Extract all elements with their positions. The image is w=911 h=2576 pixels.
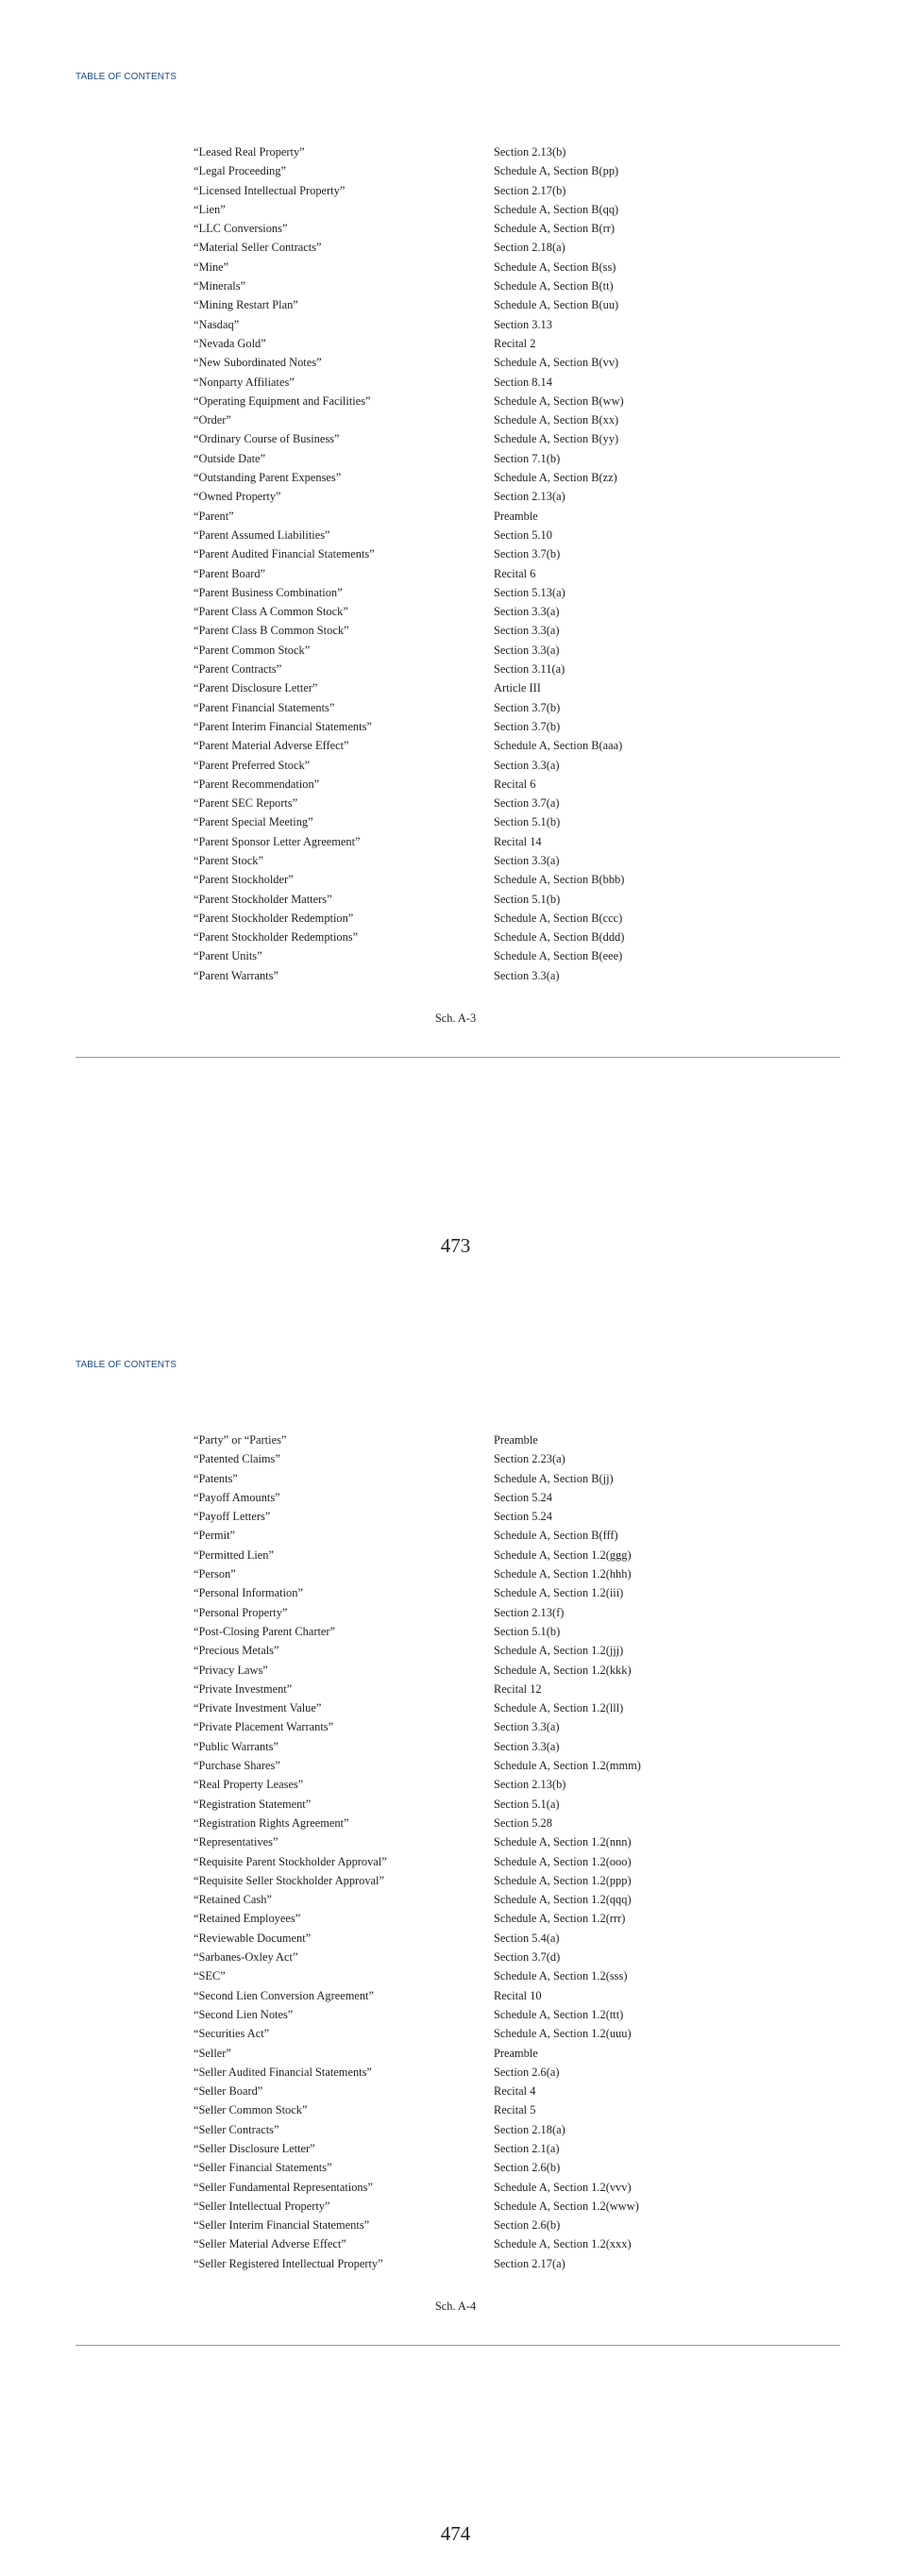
definition-row — [194, 1661, 722, 1680]
definition-row — [194, 812, 722, 831]
section-reference: Section 2.6(b) — [494, 2161, 561, 2175]
defined-term: “New Subordinated Notes” — [194, 356, 322, 370]
defined-term: “Seller Material Adverse Effect” — [194, 2237, 346, 2251]
defined-term: “Retained Employees” — [194, 1912, 301, 1926]
section-reference: Section 3.7(b) — [494, 719, 561, 733]
defined-term: “Retained Cash” — [194, 1893, 272, 1907]
section-reference: Section 8.14 — [494, 375, 552, 389]
defined-term: “Reviewable Document” — [194, 1931, 312, 1945]
definition-row — [194, 909, 722, 928]
defined-term: “Privacy Laws” — [194, 1663, 268, 1677]
definition-row — [194, 583, 722, 602]
section-reference: Section 2.17(b) — [494, 183, 566, 197]
section-reference: Section 3.7(d) — [494, 1950, 561, 1965]
section-reference: Schedule A, Section 1.2(mmm) — [494, 1759, 641, 1773]
section-reference: Schedule A, Section 1.2(ggg) — [494, 1547, 632, 1562]
definition-row — [194, 966, 722, 985]
defined-term: “Parent Units” — [194, 949, 262, 963]
section-reference: Section 2.6(b) — [494, 2218, 561, 2233]
section-reference: Schedule A, Section 1.2(ppp) — [494, 1873, 632, 1887]
defined-term: “Leased Real Property” — [194, 145, 305, 159]
section-reference: Schedule A, Section B(eee) — [494, 949, 623, 963]
section-reference: Schedule A, Section B(xx) — [494, 413, 619, 427]
section-reference: Section 2.18(a) — [494, 241, 565, 255]
table-of-contents-link[interactable]: TABLE OF CONTENTS — [76, 1360, 177, 1370]
section-reference: Schedule A, Section B(bbb) — [494, 873, 625, 887]
definition-row — [194, 1717, 722, 1736]
section-reference: Schedule A, Section 1.2(ttt) — [494, 2007, 624, 2021]
defined-term: “Party” or “Parties” — [194, 1433, 287, 1447]
definition-row — [194, 1430, 722, 1449]
section-reference: Section 5.28 — [494, 1815, 552, 1830]
section-reference: Schedule A, Section 1.2(vvv) — [494, 2180, 632, 2194]
section-reference: Schedule A, Section 1.2(ooo) — [494, 1854, 632, 1868]
definition-row — [194, 1603, 722, 1622]
section-reference: Section 3.11(a) — [494, 662, 565, 677]
definition-row — [194, 775, 722, 794]
definition-row — [194, 1488, 722, 1507]
section-reference: Schedule A, Section B(ddd) — [494, 930, 625, 945]
section-reference: Section 3.3(a) — [494, 605, 560, 619]
defined-term: “Parent Interim Financial Statements” — [194, 719, 372, 733]
section-reference: Section 2.13(f) — [494, 1605, 565, 1619]
section-reference: Section 5.13(a) — [494, 585, 565, 599]
defined-term: “Parent Special Meeting” — [194, 815, 313, 829]
section-reference: Recital 4 — [494, 2084, 536, 2099]
section-reference: Section 5.1(a) — [494, 1797, 560, 1811]
definition-row — [194, 200, 722, 219]
defined-term: “Sarbanes-Oxley Act” — [194, 1950, 298, 1965]
section-reference: Section 5.24 — [494, 1510, 552, 1524]
definition-row — [194, 449, 722, 468]
defined-term: “Parent Stockholder Redemptions” — [194, 930, 359, 945]
section-reference: Section 3.3(a) — [494, 1739, 560, 1753]
defined-term: “Parent Disclosure Letter” — [194, 681, 318, 695]
defined-term: “Parent Class A Common Stock” — [194, 605, 348, 619]
section-reference: Section 2.13(b) — [494, 145, 566, 159]
defined-term: “Private Placement Warrants” — [194, 1720, 334, 1734]
defined-term: “Mine” — [194, 259, 229, 274]
defined-term: “Private Investment” — [194, 1681, 293, 1696]
section-reference: Section 3.3(a) — [494, 758, 560, 772]
defined-term: “Parent” — [194, 509, 234, 523]
definition-row — [194, 1871, 722, 1890]
section-reference: Schedule A, Section 1.2(rrr) — [494, 1912, 626, 1926]
definition-row — [194, 1622, 722, 1641]
definition-row — [194, 832, 722, 851]
section-reference: Schedule A, Section B(rr) — [494, 222, 616, 236]
definition-row — [194, 1986, 722, 2005]
definition-row — [194, 794, 722, 812]
definition-row — [194, 678, 722, 697]
definition-row — [194, 564, 722, 583]
defined-term: “Patents” — [194, 1471, 238, 1485]
definition-row — [194, 1583, 722, 1602]
definition-row — [194, 1909, 722, 1928]
defined-term: “Parent Contracts” — [194, 662, 282, 677]
definition-row — [194, 851, 722, 870]
definition-row — [194, 2216, 722, 2234]
defined-term: “Requisite Seller Stockholder Approval” — [194, 1873, 384, 1887]
section-reference: Section 3.13 — [494, 317, 552, 331]
definition-row — [194, 1775, 722, 1794]
definition-row — [194, 1795, 722, 1814]
section-reference: Article III — [494, 681, 541, 695]
section-reference: Schedule A, Section B(zz) — [494, 471, 617, 485]
definition-row — [194, 353, 722, 372]
defined-term: “Ordinary Course of Business” — [194, 432, 340, 446]
section-reference: Schedule A, Section B(ww) — [494, 393, 624, 408]
section-reference: Section 3.3(a) — [494, 1720, 560, 1734]
definition-row — [194, 1564, 722, 1583]
section-reference: Schedule A, Section 1.2(qqq) — [494, 1893, 632, 1907]
definition-row — [194, 736, 722, 755]
section-reference: Recital 10 — [494, 1988, 542, 2002]
definition-row — [194, 1929, 722, 1948]
section-reference: Section 5.4(a) — [494, 1931, 560, 1945]
defined-term: “Permitted Lien” — [194, 1547, 274, 1562]
defined-term: “Patented Claims” — [194, 1452, 280, 1466]
definition-row — [194, 2044, 722, 2063]
definition-row — [194, 870, 722, 889]
section-reference: Preamble — [494, 509, 538, 523]
section-reference: Section 3.3(a) — [494, 968, 560, 982]
definition-row — [194, 1507, 722, 1526]
section-reference: Section 5.24 — [494, 1490, 552, 1504]
defined-term: “Parent Business Combination” — [194, 585, 343, 599]
definition-row — [194, 429, 722, 448]
page-divider — [76, 1057, 840, 1058]
definition-row — [194, 1680, 722, 1698]
section-reference: Schedule A, Section B(vv) — [494, 356, 619, 370]
section-reference: Schedule A, Section B(qq) — [494, 202, 619, 216]
section-reference: Schedule A, Section 1.2(jjj) — [494, 1644, 624, 1658]
section-reference: Recital 14 — [494, 834, 542, 848]
defined-term: “Personal Property” — [194, 1605, 288, 1619]
section-reference: Schedule A, Section 1.2(uuu) — [494, 2027, 632, 2041]
section-reference: Section 2.18(a) — [494, 2122, 565, 2136]
defined-term: “Parent Preferred Stock” — [194, 758, 311, 772]
definition-row — [194, 756, 722, 775]
defined-term: “SEC” — [194, 1969, 226, 1983]
definition-row — [194, 238, 722, 257]
definition-row — [194, 2082, 722, 2100]
section-reference: Schedule A, Section B(tt) — [494, 279, 614, 293]
section-reference: Schedule A, Section B(uu) — [494, 298, 619, 312]
defined-term: “Parent SEC Reports” — [194, 796, 298, 811]
defined-term: “Public Warrants” — [194, 1739, 278, 1753]
definition-row — [194, 2100, 722, 2119]
defined-term: “Legal Proceeding” — [194, 164, 287, 178]
definition-row — [194, 2063, 722, 2082]
definition-row — [194, 946, 722, 965]
section-reference: Recital 2 — [494, 336, 536, 350]
section-reference: Recital 5 — [494, 2103, 536, 2117]
defined-term: “Seller Disclosure Letter” — [194, 2141, 315, 2155]
definition-row — [194, 161, 722, 180]
definition-row — [194, 544, 722, 563]
defined-term: “Licensed Intellectual Property” — [194, 183, 346, 197]
section-reference: Section 3.7(b) — [494, 547, 561, 561]
defined-term: “Nonparty Affiliates” — [194, 375, 295, 389]
section-reference: Section 7.1(b) — [494, 451, 561, 465]
defined-term: “Person” — [194, 1567, 236, 1581]
defined-term: “Outstanding Parent Expenses” — [194, 471, 342, 485]
defined-term: “Payoff Letters” — [194, 1510, 271, 1524]
definition-row — [194, 621, 722, 640]
defined-term: “Parent Assumed Liabilities” — [194, 527, 330, 542]
section-reference: Section 2.6(a) — [494, 2065, 560, 2079]
defined-term: “Seller Audited Financial Statements” — [194, 2065, 372, 2079]
defined-term: “Seller Interim Financial Statements” — [194, 2218, 370, 2233]
page-number: 474 — [440, 2522, 471, 2545]
defined-term: “Minerals” — [194, 279, 246, 293]
section-reference: Recital 6 — [494, 566, 536, 580]
section-reference: Section 2.17(a) — [494, 2256, 565, 2270]
table-of-contents-link[interactable]: TABLE OF CONTENTS — [76, 72, 177, 82]
defined-term: “Parent Board” — [194, 566, 266, 580]
definition-row — [194, 1546, 722, 1564]
defined-term: “Seller Fundamental Representations” — [194, 2180, 373, 2194]
defined-term: “Mining Restart Plan” — [194, 298, 298, 312]
defined-term: “Post-Closing Parent Charter” — [194, 1624, 336, 1638]
definitions-index — [194, 1430, 722, 2273]
definition-row — [194, 890, 722, 909]
defined-term: “Parent Stockholder Matters” — [194, 892, 332, 906]
section-reference: Schedule A, Section 1.2(kkk) — [494, 1663, 632, 1677]
defined-term: “Purchase Shares” — [194, 1759, 280, 1773]
definition-row — [194, 698, 722, 717]
definition-row — [194, 2197, 722, 2216]
section-reference: Schedule A, Section B(fff) — [494, 1529, 618, 1543]
defined-term: “Securities Act” — [194, 2027, 270, 2041]
section-reference: Schedule A, Section 1.2(sss) — [494, 1969, 628, 1983]
defined-term: “Parent Audited Financial Statements” — [194, 547, 375, 561]
definition-row — [194, 1469, 722, 1488]
schedule-footer: Sch. A-4 — [434, 2300, 477, 2313]
defined-term: “Parent Stockholder” — [194, 873, 294, 887]
section-reference: Schedule A, Section 1.2(hhh) — [494, 1567, 632, 1581]
defined-term: “LLC Conversions” — [194, 222, 288, 236]
defined-term: “Requisite Parent Stockholder Approval” — [194, 1854, 387, 1868]
page-number: 473 — [440, 1234, 471, 1257]
definition-row — [194, 2139, 722, 2158]
definition-row — [194, 392, 722, 410]
definition-row — [194, 295, 722, 314]
defined-term: “Seller Common Stock” — [194, 2103, 308, 2117]
definition-row — [194, 928, 722, 946]
page-divider — [76, 2345, 840, 2346]
section-reference: Section 5.1(b) — [494, 1624, 561, 1638]
definition-row — [194, 410, 722, 429]
definition-row — [194, 276, 722, 295]
definition-row — [194, 1852, 722, 1871]
defined-term: “Parent Class B Common Stock” — [194, 624, 349, 638]
defined-term: “Seller” — [194, 2046, 231, 2060]
definition-row — [194, 2005, 722, 2024]
defined-term: “Nasdaq” — [194, 317, 240, 331]
section-reference: Section 5.1(b) — [494, 892, 561, 906]
defined-term: “Nevada Gold” — [194, 336, 266, 350]
defined-term: “Lien” — [194, 202, 226, 216]
definition-row — [194, 1526, 722, 1545]
defined-term: “Parent Material Adverse Effect” — [194, 739, 349, 753]
defined-term: “Parent Warrants” — [194, 968, 278, 982]
defined-term: “Parent Common Stock” — [194, 643, 311, 657]
section-reference: Section 2.1(a) — [494, 2141, 560, 2155]
defined-term: “Real Property Leases” — [194, 1778, 304, 1792]
defined-term: “Seller Contracts” — [194, 2122, 279, 2136]
defined-term: “Seller Board” — [194, 2084, 263, 2099]
definition-row — [194, 334, 722, 353]
definition-row — [194, 373, 722, 392]
section-reference: Schedule A, Section B(pp) — [494, 164, 619, 178]
defined-term: “Payoff Amounts” — [194, 1490, 280, 1504]
definition-row — [194, 2254, 722, 2273]
section-reference: Schedule A, Section 1.2(nnn) — [494, 1835, 632, 1849]
section-reference: Recital 6 — [494, 777, 536, 791]
definition-row — [194, 1832, 722, 1851]
defined-term: “Second Lien Conversion Agreement” — [194, 1988, 374, 2002]
definition-row — [194, 219, 722, 238]
definition-row — [194, 1698, 722, 1717]
section-reference: Recital 12 — [494, 1681, 542, 1696]
section-reference: Schedule A, Section B(yy) — [494, 432, 619, 446]
section-reference: Section 3.7(a) — [494, 796, 560, 811]
definition-row — [194, 487, 722, 506]
section-reference: Schedule A, Section B(aaa) — [494, 739, 623, 753]
section-reference: Section 3.3(a) — [494, 643, 560, 657]
section-reference: Schedule A, Section B(ccc) — [494, 911, 623, 925]
defined-term: “Seller Registered Intellectual Property” — [194, 2256, 383, 2270]
definition-row — [194, 181, 722, 200]
section-reference: Section 2.13(b) — [494, 1778, 566, 1792]
definition-row — [194, 641, 722, 660]
defined-term: “Operating Equipment and Facilities” — [194, 393, 371, 408]
defined-term: “Order” — [194, 413, 231, 427]
definition-row — [194, 258, 722, 276]
definition-row — [194, 1449, 722, 1468]
defined-term: “Private Investment Value” — [194, 1701, 322, 1715]
definition-row — [194, 1948, 722, 1966]
definitions-index — [194, 142, 722, 985]
definition-row — [194, 142, 722, 161]
definition-row — [194, 2120, 722, 2139]
defined-term: “Seller Financial Statements” — [194, 2161, 332, 2175]
section-reference: Preamble — [494, 1433, 538, 1447]
defined-term: “Precious Metals” — [194, 1644, 279, 1658]
defined-term: “Owned Property” — [194, 490, 281, 504]
defined-term: “Parent Sponsor Letter Agreement” — [194, 834, 361, 848]
definition-row — [194, 2024, 722, 2043]
section-reference: Schedule A, Section 1.2(xxx) — [494, 2237, 632, 2251]
definition-row — [194, 2234, 722, 2253]
schedule-footer: Sch. A-3 — [434, 1012, 477, 1025]
section-reference: Section 2.13(a) — [494, 490, 565, 504]
definition-row — [194, 717, 722, 736]
definition-row — [194, 1890, 722, 1909]
definition-row — [194, 1641, 722, 1660]
section-reference: Schedule A, Section 1.2(www) — [494, 2199, 639, 2213]
section-reference: Schedule A, Section 1.2(lll) — [494, 1701, 624, 1715]
defined-term: “Parent Recommendation” — [194, 777, 320, 791]
defined-term: “Parent Financial Statements” — [194, 700, 335, 714]
section-reference: Schedule A, Section B(jj) — [494, 1471, 614, 1485]
definition-row — [194, 1756, 722, 1775]
section-reference: Section 3.7(b) — [494, 700, 561, 714]
section-reference: Schedule A, Section B(ss) — [494, 259, 616, 274]
definition-row — [194, 1966, 722, 1985]
definition-row — [194, 315, 722, 334]
section-reference: Preamble — [494, 2046, 538, 2060]
defined-term: “Seller Intellectual Property” — [194, 2199, 330, 2213]
defined-term: “Parent Stock” — [194, 853, 263, 867]
definition-row — [194, 1814, 722, 1832]
defined-term: “Parent Stockholder Redemption” — [194, 911, 354, 925]
defined-term: “Registration Statement” — [194, 1797, 312, 1811]
definition-row — [194, 660, 722, 678]
defined-term: “Representatives” — [194, 1835, 278, 1849]
defined-term: “Registration Rights Agreement” — [194, 1815, 349, 1830]
definition-row — [194, 2158, 722, 2177]
definition-row — [194, 468, 722, 487]
definition-row — [194, 1737, 722, 1756]
defined-term: “Outside Date” — [194, 451, 266, 465]
defined-term: “Permit” — [194, 1529, 236, 1543]
section-reference: Section 3.3(a) — [494, 624, 560, 638]
defined-term: “Personal Information” — [194, 1586, 303, 1600]
section-reference: Section 3.3(a) — [494, 853, 560, 867]
definition-row — [194, 602, 722, 621]
section-reference: Section 5.10 — [494, 527, 552, 542]
definition-row — [194, 507, 722, 526]
definition-row — [194, 2178, 722, 2197]
section-reference: Section 5.1(b) — [494, 815, 561, 829]
section-reference: Schedule A, Section 1.2(iii) — [494, 1586, 624, 1600]
definition-row — [194, 526, 722, 544]
defined-term: “Second Lien Notes” — [194, 2007, 294, 2021]
defined-term: “Material Seller Contracts” — [194, 241, 322, 255]
section-reference: Section 2.23(a) — [494, 1452, 565, 1466]
